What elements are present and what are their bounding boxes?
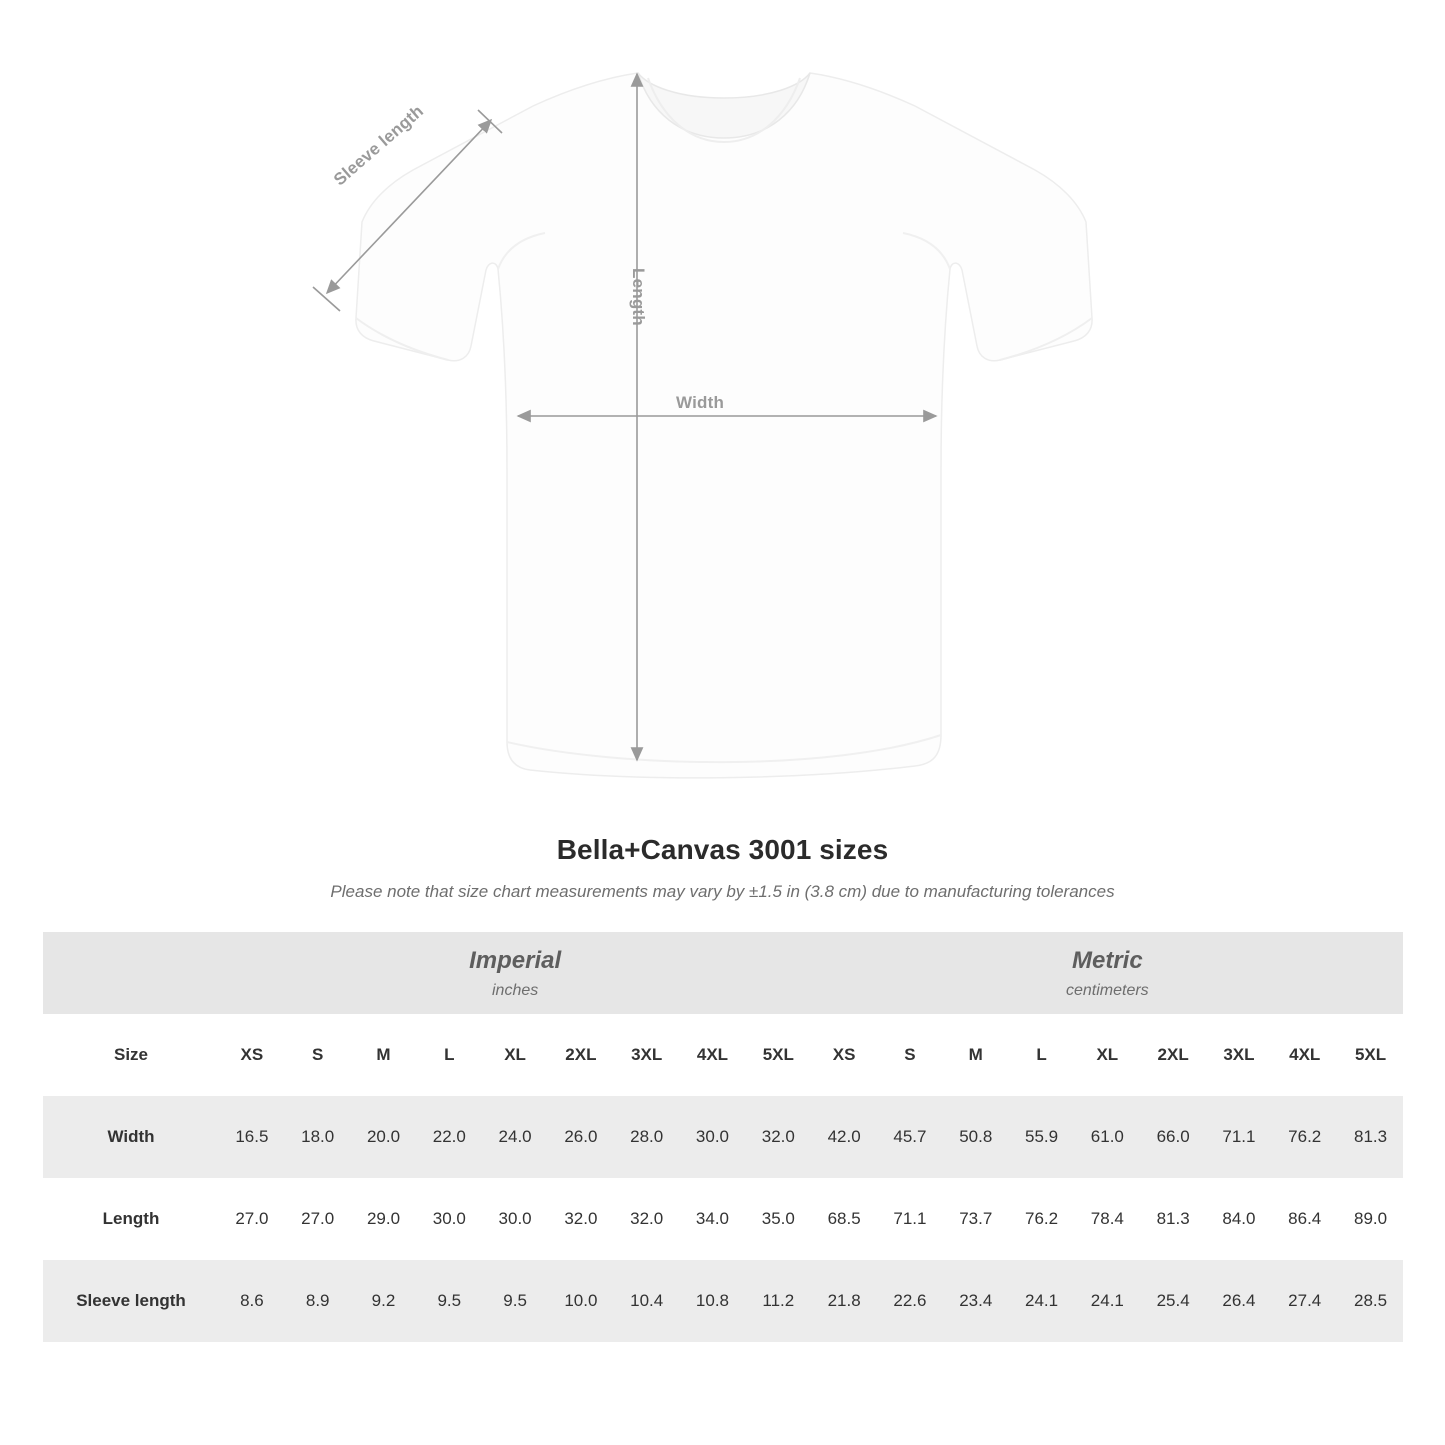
- size-table: [43, 932, 1403, 1342]
- size-col-l-imperial: L: [444, 1045, 455, 1064]
- cell-sleeve-6: 10.4: [630, 1291, 664, 1310]
- cell-width-12: 55.9: [1024, 1127, 1059, 1146]
- unit-header-row: [43, 932, 1403, 1014]
- cell-sleeve-8: 11.2: [762, 1291, 795, 1310]
- tshirt-shape: [356, 73, 1092, 778]
- size-col-xs-metric: XS: [832, 1045, 856, 1064]
- cell-sleeve-14: 25.4: [1156, 1291, 1190, 1310]
- cell-sleeve-16: 27.4: [1288, 1291, 1322, 1310]
- cell-sleeve-2: 9.2: [371, 1291, 396, 1310]
- cell-sleeve-10: 22.6: [893, 1291, 927, 1310]
- cell-length-13: 78.4: [1090, 1209, 1124, 1228]
- cell-width-5: 26.0: [564, 1127, 598, 1146]
- cell-sleeve-4: 9.5: [503, 1291, 527, 1310]
- cell-width-2: 20.0: [366, 1127, 401, 1146]
- cell-sleeve-15: 26.4: [1222, 1291, 1256, 1310]
- cell-width-9: 42.0: [827, 1127, 861, 1146]
- cell-width-17: 81.3: [1353, 1127, 1388, 1146]
- cell-length-8: 35.0: [761, 1209, 795, 1228]
- cell-sleeve-11: 23.4: [959, 1291, 993, 1310]
- cell-sleeve-17: 28.5: [1353, 1291, 1388, 1310]
- size-col-3xl-imperial: 3XL: [631, 1045, 663, 1064]
- size-col-2xl-imperial: 2XL: [565, 1045, 597, 1064]
- cell-length-3: 30.0: [432, 1209, 466, 1228]
- size-header-row: [43, 1014, 1403, 1096]
- cell-sleeve-13: 24.1: [1090, 1291, 1124, 1310]
- size-col-xl-metric: XL: [1096, 1045, 1119, 1064]
- cell-width-10: 45.7: [893, 1127, 927, 1146]
- cell-sleeve-7: 10.8: [695, 1291, 730, 1310]
- cell-sleeve-0: 8.6: [240, 1291, 264, 1310]
- size-col-s-metric: S: [904, 1045, 916, 1064]
- cell-length-14: 81.3: [1156, 1209, 1190, 1228]
- size-col-s-imperial: S: [312, 1045, 324, 1064]
- cell-width-4: 24.0: [498, 1127, 532, 1146]
- size-col-2xl-metric: 2XL: [1157, 1045, 1189, 1064]
- cell-length-2: 29.0: [366, 1209, 401, 1228]
- cell-sleeve-1: 8.9: [305, 1291, 330, 1310]
- cell-sleeve-9: 21.8: [827, 1291, 861, 1310]
- size-table-wrapper: [43, 932, 1402, 1342]
- row-label-sleeve-length: Sleeve length: [76, 1291, 186, 1310]
- cell-width-0: 16.5: [235, 1127, 269, 1146]
- cell-width-7: 30.0: [695, 1127, 730, 1146]
- size-col-4xl-imperial: 4XL: [696, 1045, 729, 1064]
- cell-length-17: 89.0: [1353, 1209, 1388, 1228]
- table-row: [43, 1260, 1403, 1342]
- cell-length-16: 86.4: [1288, 1209, 1322, 1228]
- size-col-4xl-metric: 4XL: [1289, 1045, 1321, 1064]
- cell-length-9: 68.5: [827, 1209, 861, 1228]
- cell-length-12: 76.2: [1024, 1209, 1059, 1228]
- table-row: [43, 1178, 1403, 1260]
- size-col-m-imperial: M: [376, 1045, 391, 1064]
- cell-width-11: 50.8: [959, 1127, 993, 1146]
- size-col-l-metric: L: [1036, 1045, 1047, 1064]
- unit-sub-metric: centimeters: [1065, 981, 1149, 999]
- cell-length-5: 32.0: [564, 1209, 598, 1228]
- cell-length-15: 84.0: [1222, 1209, 1256, 1228]
- cell-width-1: 18.0: [301, 1127, 335, 1146]
- cell-length-6: 32.0: [630, 1209, 664, 1228]
- length-label: Length: [629, 268, 648, 326]
- page-title: Bella+Canvas 3001 sizes: [556, 834, 889, 865]
- size-col-xl-imperial: XL: [504, 1045, 526, 1064]
- size-col-3xl-metric: 3XL: [1223, 1045, 1255, 1064]
- unit-header-imperial: [219, 932, 811, 1014]
- unit-sub-imperial: inches: [492, 981, 539, 999]
- unit-header-corner: [43, 932, 219, 1014]
- cell-sleeve-5: 10.0: [564, 1291, 598, 1310]
- cell-width-15: 71.1: [1222, 1127, 1256, 1146]
- size-col-5xl-metric: 5XL: [1354, 1045, 1387, 1064]
- cell-width-14: 66.0: [1156, 1127, 1190, 1146]
- corner-label: Size: [113, 1045, 149, 1064]
- size-col-5xl-imperial: 5XL: [762, 1045, 794, 1064]
- cell-width-3: 22.0: [432, 1127, 466, 1146]
- cell-length-0: 27.0: [235, 1209, 269, 1228]
- sleeve-length-label: Sleeve length: [330, 101, 428, 190]
- cell-width-6: 28.0: [630, 1127, 664, 1146]
- cell-length-10: 71.1: [893, 1209, 927, 1228]
- tolerance-note: Please note that size chart measurements may vary by ±1.5 in (3.8 cm) due to manufacturing tolerances: [330, 882, 1115, 901]
- cell-length-11: 73.7: [959, 1209, 993, 1228]
- size-col-xs-imperial: XS: [240, 1045, 264, 1064]
- row-label-length: Length: [102, 1209, 160, 1228]
- unit-name-metric: Metric: [1072, 946, 1143, 974]
- title-block: [0, 834, 1445, 902]
- cell-sleeve-12: 24.1: [1024, 1291, 1059, 1310]
- row-label-width: Width: [107, 1127, 155, 1146]
- cell-width-13: 61.0: [1090, 1127, 1124, 1146]
- cell-length-1: 27.0: [301, 1209, 335, 1228]
- cell-width-8: 32.0: [761, 1127, 795, 1146]
- cell-length-4: 30.0: [498, 1209, 532, 1228]
- width-label: Width: [676, 393, 725, 412]
- unit-header-metric: [811, 932, 1403, 1014]
- cell-width-16: 76.2: [1288, 1127, 1322, 1146]
- cell-length-7: 34.0: [695, 1209, 730, 1228]
- size-col-m-metric: M: [968, 1045, 983, 1064]
- unit-name-imperial: Imperial: [469, 946, 562, 974]
- cell-sleeve-3: 9.5: [437, 1291, 462, 1310]
- table-row: [43, 1096, 1403, 1178]
